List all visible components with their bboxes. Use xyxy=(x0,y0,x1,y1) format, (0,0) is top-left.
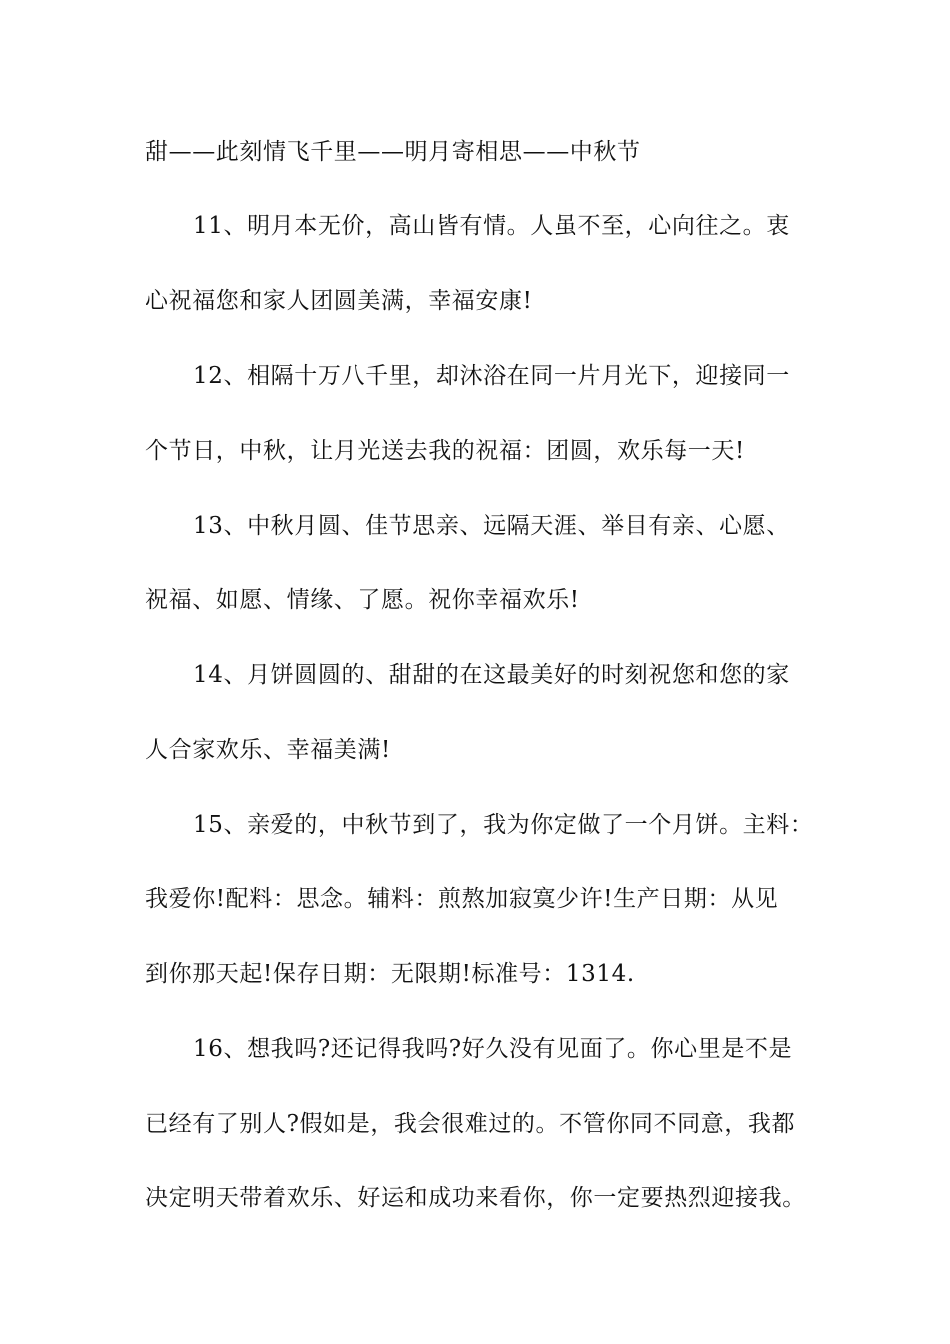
paragraph-16-line-2: 已经有了别人?假如是，我会很难过的。不管你同不同意，我都 xyxy=(145,1111,796,1137)
paragraph-16-line-1: 16、想我吗?还记得我吗?好久没有见面了。你心里是不是 xyxy=(193,1036,793,1062)
paragraph-14-line-2: 人合家欢乐、幸福美满! xyxy=(145,737,391,763)
paragraph-15-line-3: 到你那天起!保存日期：无限期!标准号：1314. xyxy=(145,961,635,987)
paragraph-11-line-2: 心祝福您和家人团圆美满，幸福安康! xyxy=(145,288,533,314)
paragraph-15-line-1: 15、亲爱的，中秋节到了，我为你定做了一个月饼。主料： xyxy=(193,812,814,838)
paragraph-13-line-2: 祝福、如愿、情缘、了愿。祝你幸福欢乐! xyxy=(145,587,580,613)
text-line: 甜——此刻情飞千里——明月寄相思——中秋节 xyxy=(145,139,641,165)
paragraph-16-line-3: 决定明天带着欢乐、好运和成功来看你，你一定要热烈迎接我。 xyxy=(145,1185,806,1211)
paragraph-11-line-1: 11、明月本无价，高山皆有情。人虽不至，心向往之。衷 xyxy=(193,213,790,239)
paragraph-15-line-2: 我爱你!配料：思念。辅料：煎熬加寂寞少许!生产日期：从见 xyxy=(145,886,779,912)
paragraph-12-line-2: 个节日，中秋，让月光送去我的祝福：团圆，欢乐每一天! xyxy=(145,438,745,464)
paragraph-13-line-1: 13、中秋月圆、佳节思亲、远隔天涯、举目有亲、心愿、 xyxy=(193,513,790,539)
paragraph-12-line-1: 12、相隔十万八千里，却沐浴在同一片月光下，迎接同一 xyxy=(193,363,790,389)
paragraph-14-line-1: 14、月饼圆圆的、甜甜的在这最美好的时刻祝您和您的家 xyxy=(193,662,790,688)
